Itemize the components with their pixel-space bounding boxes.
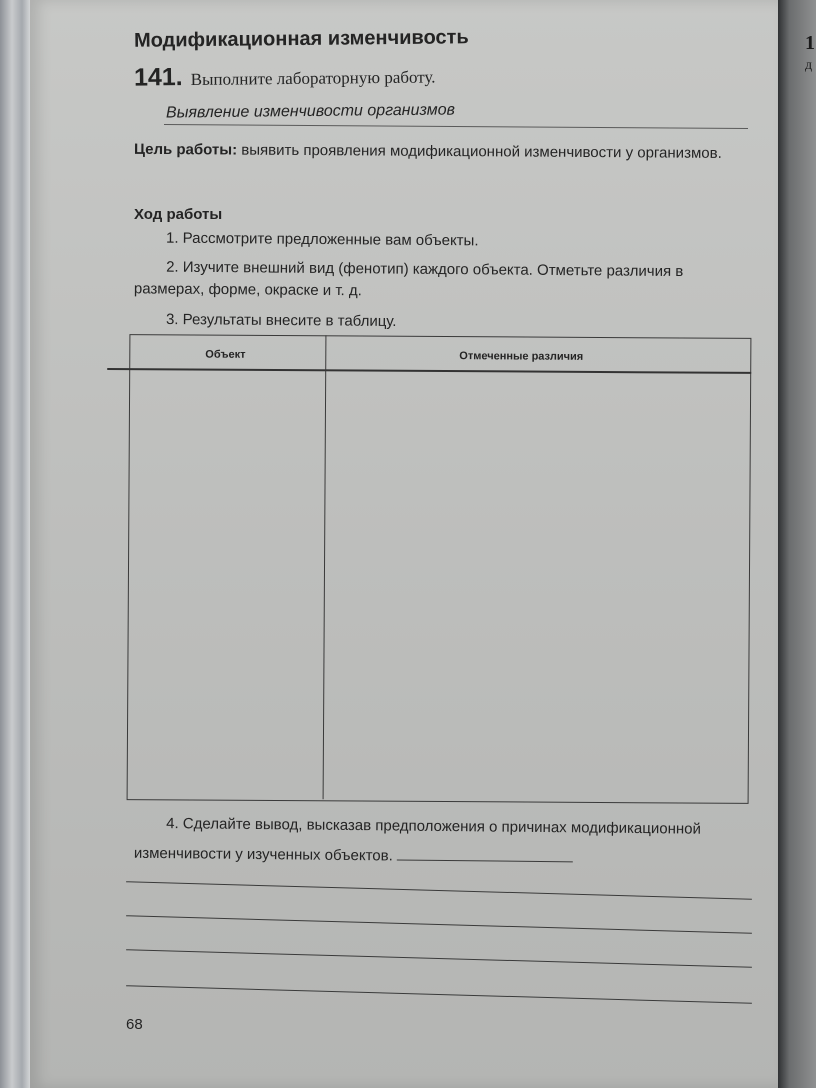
next-page-peek-number: 1 [805, 32, 815, 54]
procedure-step-1: 1. Рассмотрите предложенные вам объекты. [165, 229, 479, 250]
procedure-step-3: 3. Результаты внесите в таблицу. [165, 310, 397, 331]
conclusion-text: 4. Сделайте вывод, высказав предположения о причинах модификационной изменчивости у изученных объектов. [133, 815, 702, 865]
goal-text: выявить проявления модификационной изменчивости у организмов. [241, 141, 722, 162]
procedure-title: Ход работы [134, 206, 223, 223]
next-page-edge [778, 0, 816, 1088]
section-title: Модификационная изменчивость [133, 26, 469, 52]
task-text: Выполните лабораторную работу. [190, 67, 436, 89]
results-table [127, 334, 752, 804]
next-page-peek-letter: д [805, 58, 813, 73]
answer-line[interactable] [126, 881, 752, 899]
goal-label: Цель работы: [133, 140, 238, 159]
lab-title-underline [164, 124, 748, 129]
page-number: 68 [126, 1016, 143, 1033]
workbook-page [30, 0, 778, 1088]
procedure-step-2: 2. Изучите внешний вид (фенотип) каждого объекта. Отметьте различия в размерах, форме, окраске и т. д. [133, 258, 684, 300]
answer-line[interactable] [126, 985, 752, 1003]
results-table-border [127, 334, 752, 804]
conclusion-task [134, 809, 759, 876]
conclusion-inline-blank[interactable] [397, 847, 573, 862]
task-heading [134, 60, 436, 92]
table-header-differences: Отмеченные различия [459, 350, 584, 363]
answer-line[interactable] [126, 915, 752, 933]
answer-line[interactable] [126, 949, 752, 967]
task-number: 141. [133, 63, 183, 92]
table-header-object: Объект [205, 348, 246, 361]
lab-work-title: Выявление изменчивости организмов [165, 101, 456, 122]
work-goal [134, 139, 754, 165]
